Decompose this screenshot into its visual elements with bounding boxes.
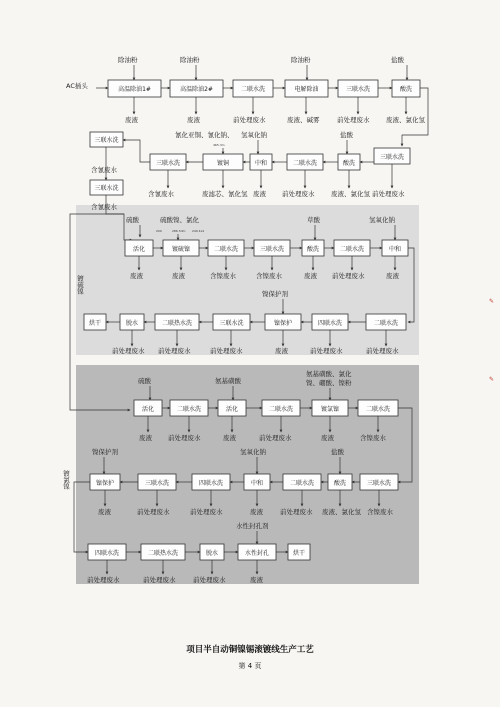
input-label: 盐酸: [340, 131, 353, 139]
output-label: 废液: [98, 508, 111, 516]
output-label: 前处理废水: [158, 347, 191, 355]
output-label: 含氰废水: [91, 166, 117, 174]
process-step: 三联水洗: [379, 154, 405, 161]
row3-boxes: [125, 240, 408, 256]
input-label: 氨基磺酸、氯化: [306, 370, 352, 378]
output-label: 废液: [386, 272, 399, 280]
process-step: 二联水洗: [213, 246, 239, 253]
input-label: 氰化亚铜、氰化钠、: [175, 131, 234, 139]
output-label: 前处理废水: [190, 508, 223, 516]
input-label: 除油粉: [180, 56, 200, 64]
process-step: 二联水洗: [289, 480, 315, 487]
input-label: 氢氧化钠: [241, 131, 267, 139]
process-step: 水性封孔: [244, 550, 270, 557]
process-step: 烘干: [88, 320, 102, 327]
process-step: 三联水洗: [155, 160, 181, 167]
output-label: 废液、氯化氢: [386, 116, 425, 124]
input-label: 草酸: [307, 216, 320, 224]
input-label: 氢氧化钠: [240, 448, 266, 456]
output-label: 废液: [172, 272, 185, 280]
process-step: 电解除油: [294, 86, 319, 93]
process-step: 活化: [132, 246, 146, 253]
output-label: 废液: [187, 116, 200, 124]
input-label: 盐酸: [331, 448, 344, 456]
process-step: 三联水洗: [259, 246, 285, 253]
row1-inputs: [118, 55, 405, 64]
process-step: 高温除油1#: [118, 86, 151, 93]
process-step: 酸洗: [399, 86, 413, 93]
input-label: 镍、硼酸、镍粉: [306, 379, 352, 387]
row2-inputs: [175, 130, 354, 147]
process-step: 高温除油2#: [180, 86, 213, 93]
process-step: 镀硫镍: [171, 246, 191, 253]
process-step: 二联水洗: [240, 86, 266, 93]
row1-outputs: [125, 115, 426, 124]
process-step: 中和: [254, 160, 268, 167]
output-label: 含氰废水: [148, 190, 174, 198]
process-step: 三联水洗: [345, 86, 371, 93]
process-step: 中和: [388, 246, 402, 253]
input-label: 除油粉: [291, 56, 311, 64]
process-step: 三联水洗: [94, 137, 119, 144]
output-label: 含镍废水: [367, 508, 393, 516]
process-step: 二联水洗: [292, 160, 318, 167]
input-label: 硫酸镍、氯化: [160, 216, 199, 224]
process-step: 四联水洗: [317, 320, 343, 327]
output-label: 前处理废水: [337, 116, 370, 124]
output-label: 前处理废水: [332, 272, 365, 280]
output-label: 含镍废水: [210, 272, 236, 280]
row2-input-arrows: [223, 140, 347, 154]
output-label: 废液: [125, 116, 138, 124]
row1-input-arrows: [134, 65, 407, 80]
output-label: 废液: [275, 347, 288, 355]
process-step: 活化: [141, 406, 155, 413]
process-step: 四联水洗: [198, 480, 224, 487]
input-label: 除油粉: [118, 56, 138, 64]
process-step: 二联水洗: [339, 246, 365, 253]
input-label: 硫酸: [126, 216, 139, 224]
output-label: 废液、氯化氢: [331, 190, 370, 198]
output-label: 废液: [130, 272, 143, 280]
input-label: 盐酸: [391, 56, 404, 64]
input-label: 水性封孔剂: [236, 522, 269, 530]
process-step: 二联水洗: [176, 406, 202, 413]
output-label: 含镍废水: [256, 272, 282, 280]
output-label: 废液: [253, 190, 266, 198]
process-step: 中和: [250, 480, 264, 487]
output-label: 废液: [223, 434, 236, 442]
output-label: 废液、碱雾: [287, 116, 320, 124]
section-1-background: [76, 205, 419, 355]
output-label: 前处理废水: [137, 508, 170, 516]
process-step: 脱水: [125, 320, 139, 327]
small-note: 249 4x2: [192, 229, 205, 233]
row2-boxes: [90, 132, 410, 195]
small-note: 465 dm: [213, 143, 225, 147]
output-label: 废液: [321, 434, 334, 442]
output-label: 含镍废水: [360, 434, 386, 442]
process-step: 镀氯镍: [320, 406, 340, 413]
output-label: 前处理废水: [210, 347, 243, 355]
red-ink-mark: ✎: [489, 298, 495, 305]
process-step: 活化: [225, 406, 239, 413]
input-label: 氨基磺酸: [215, 377, 241, 385]
process-step: 酸洗: [333, 480, 347, 487]
process-step: 四联水洗: [94, 550, 120, 557]
output-label: 前处理废水: [310, 347, 343, 355]
page-number: 第 4 页: [238, 662, 262, 670]
process-step: 镍保护: [95, 480, 115, 487]
output-label: 废液: [250, 508, 263, 516]
row2-outputs: [91, 165, 405, 211]
process-step: 镍保护: [273, 320, 293, 327]
input-label: 镍保护剂: [92, 448, 118, 456]
output-label: 前处理废水: [168, 434, 201, 442]
process-step: 二联水洗: [365, 406, 391, 413]
input-label: 硫酸: [138, 377, 151, 385]
output-label: 废液: [139, 434, 152, 442]
row5-boxes: [134, 400, 398, 416]
process-step: 酸洗: [342, 160, 356, 167]
process-step: 镀铜: [216, 160, 230, 167]
output-label: 前处理废水: [233, 116, 266, 124]
small-note: 200: [156, 229, 162, 233]
process-step: 烘干: [292, 550, 306, 557]
input-label: 镍保护剂: [262, 290, 288, 298]
output-label: 前处理废水: [87, 576, 120, 584]
process-step: 二联热水洗: [147, 550, 179, 557]
process-step: 三联水洗: [144, 480, 170, 487]
process-step: 三联水洗: [366, 480, 392, 487]
section-2-label: 镀氯镍: [62, 470, 70, 490]
output-label: 废液: [250, 576, 263, 584]
output-label: 前处理废水: [282, 190, 315, 198]
process-step: 二联热水洗: [161, 320, 193, 327]
process-step: 三联水洗: [94, 185, 119, 192]
start-label: AC插头: [66, 82, 88, 90]
process-step: 二联水洗: [373, 320, 399, 327]
small-note: 286 3dm: [172, 229, 186, 233]
section-1-label: 镀硫镍: [76, 275, 84, 295]
output-label: 废液: [304, 272, 317, 280]
output-label: 含氰废水: [91, 203, 117, 211]
figure-caption: 项目半自动铜镍锡滚镀线生产工艺: [186, 645, 314, 655]
row1-boxes: [108, 80, 420, 97]
process-step: 脱水: [205, 550, 219, 557]
output-label: 前处理废水: [143, 576, 176, 584]
red-ink-mark: ✎: [489, 376, 495, 383]
output-label: 前处理废水: [366, 347, 399, 355]
output-label: 废液、氯化氢: [322, 508, 361, 516]
process-step: 三联水洗: [219, 320, 244, 327]
output-label: 前处理废水: [280, 508, 313, 516]
output-label: 前处理废水: [112, 347, 145, 355]
output-label: 前处理废水: [193, 576, 226, 584]
input-label: 氢氧化钠: [369, 216, 395, 224]
process-step: 二联水洗: [268, 406, 294, 413]
output-label: 前处理废水: [259, 434, 292, 442]
process-step: 酸洗: [306, 246, 320, 253]
output-label: 废滤芯、氰化氢: [202, 190, 248, 198]
output-label: 前处理废水: [372, 190, 405, 198]
